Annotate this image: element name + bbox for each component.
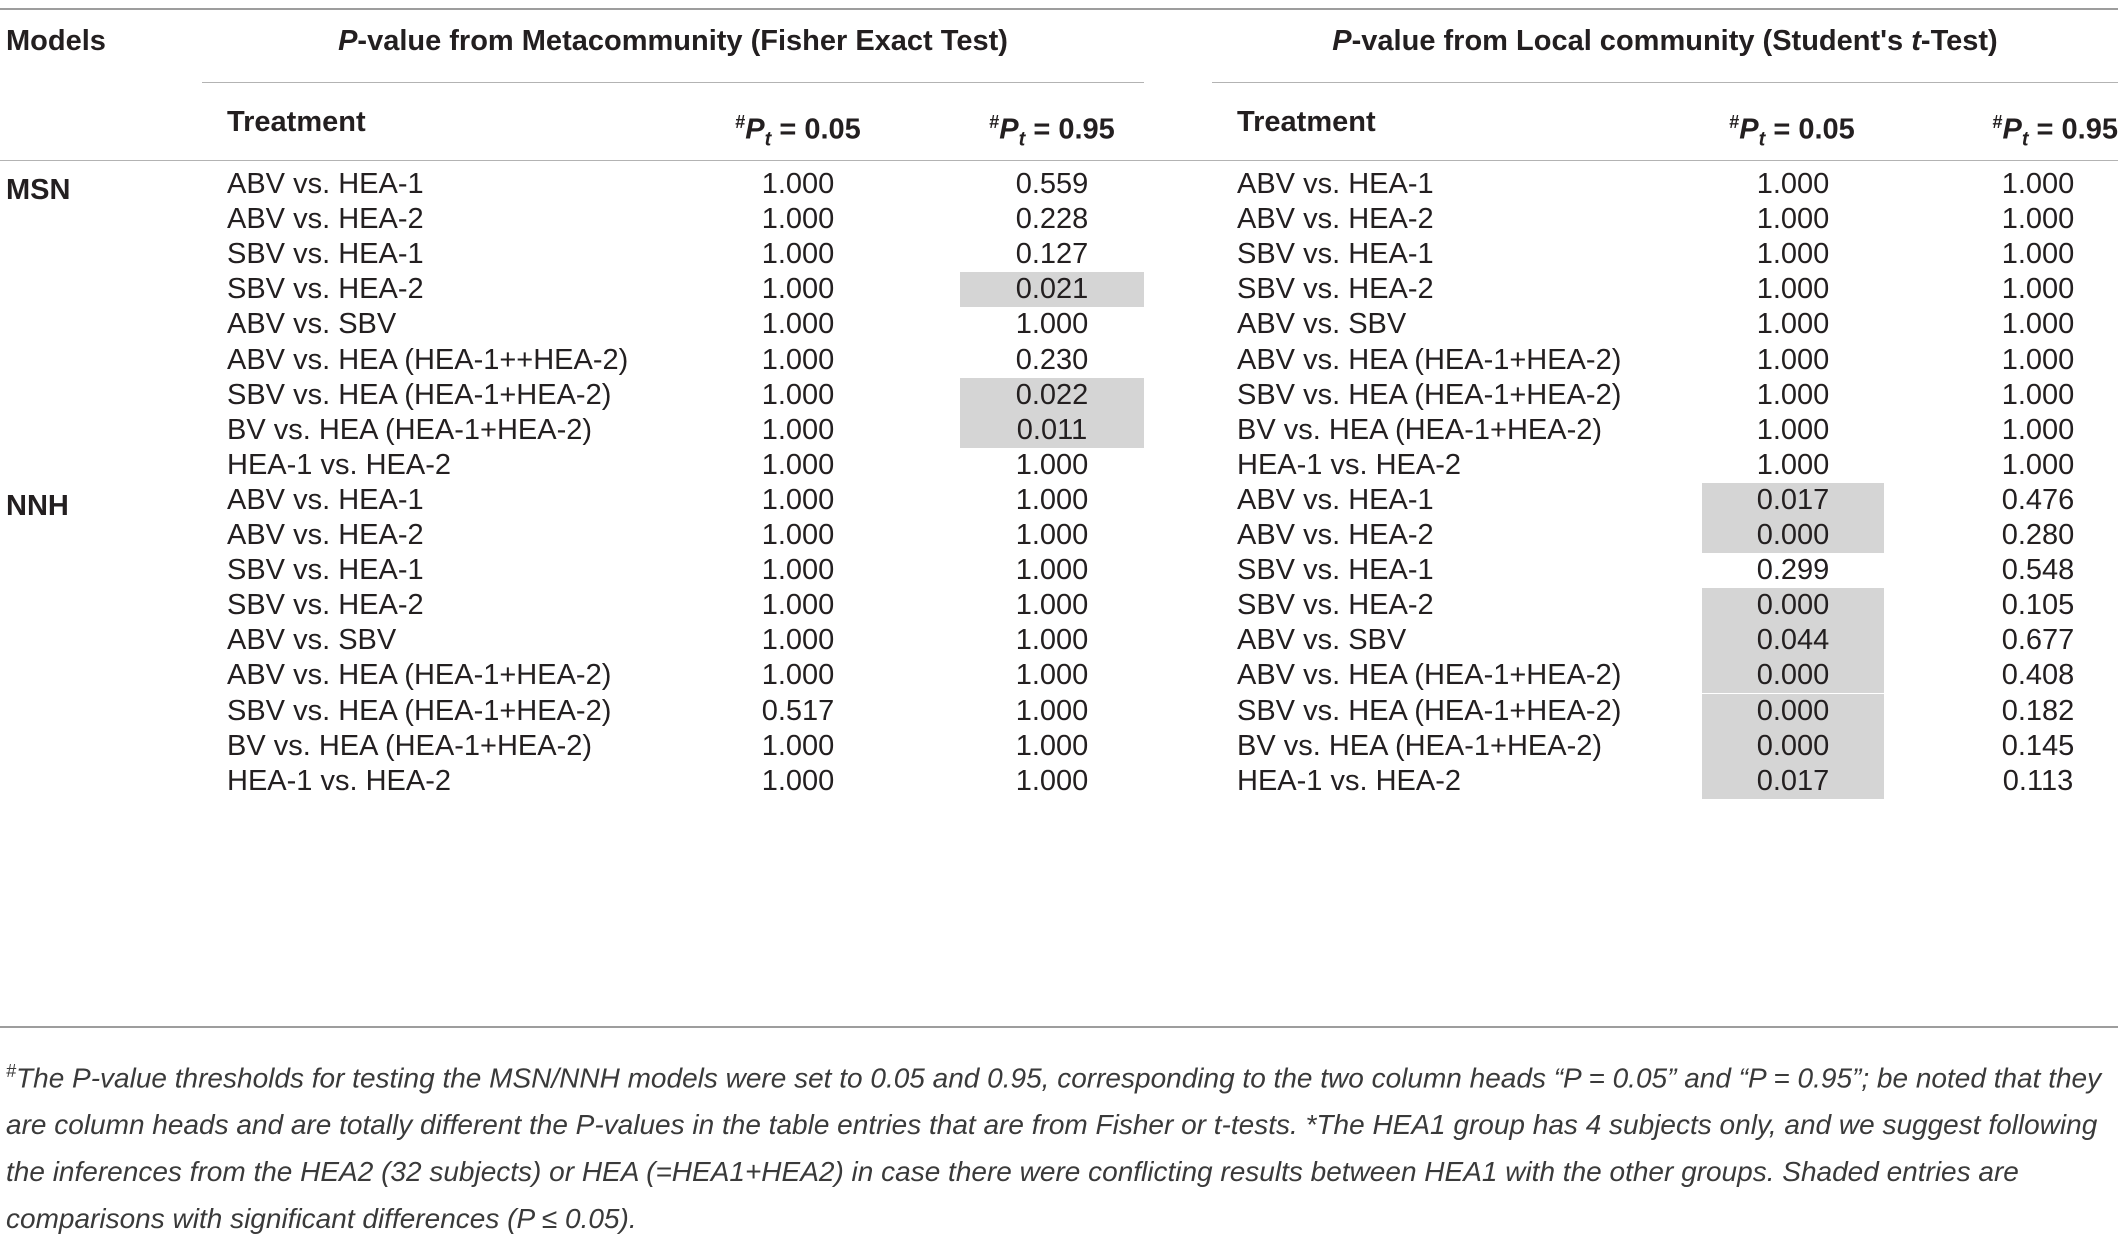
- models-header: Models: [6, 18, 106, 65]
- local-p095-cell: 1.000: [1958, 378, 2118, 413]
- meta-treatment-cell: SBV vs. HEA-1: [227, 237, 687, 272]
- pt-sub: t: [765, 128, 772, 150]
- meta-treatment-cell: HEA-1 vs. HEA-2: [227, 764, 687, 799]
- local-treatment-cell: ABV vs. HEA (HEA-1+HEA-2): [1237, 658, 1677, 693]
- local-p005-cell: 0.000: [1702, 694, 1884, 729]
- local-treatment-cell: SBV vs. HEA-1: [1237, 237, 1677, 272]
- pt-mark: #: [1729, 112, 1739, 132]
- meta-p005-cell: 1.000: [700, 202, 896, 237]
- local-treatment-cell: ABV vs. HEA-2: [1237, 518, 1677, 553]
- meta-treatment-cell: HEA-1 vs. HEA-2: [227, 448, 687, 483]
- local-p095-cell: 0.476: [1958, 483, 2118, 518]
- meta-p005-cell: 0.517: [700, 694, 896, 729]
- meta-p005-cell: 1.000: [700, 378, 896, 413]
- meta-p095-cell: 1.000: [960, 658, 1144, 693]
- local-treatment-cell: ABV vs. HEA (HEA-1+HEA-2): [1237, 343, 1677, 378]
- meta-p005-cell: 1.000: [700, 729, 896, 764]
- pt-mark: #: [735, 112, 745, 132]
- local-group-rule: [1212, 82, 2118, 83]
- pt-p: P: [999, 114, 1018, 146]
- meta-p005-cell: 1.000: [700, 343, 896, 378]
- local-treatment-cell: BV vs. HEA (HEA-1+HEA-2): [1237, 413, 1677, 448]
- meta-p005-cell: 1.000: [700, 272, 896, 307]
- local-p005-cell: 1.000: [1702, 237, 1884, 272]
- local-p005-cell: 0.000: [1702, 658, 1884, 693]
- meta-p095-cell: 0.228: [960, 202, 1144, 237]
- pt-value: = 0.05: [1765, 114, 1855, 146]
- local-p005-cell: 1.000: [1702, 413, 1884, 448]
- local-treatment-cell: SBV vs. HEA-2: [1237, 588, 1677, 623]
- local-p095-cell: 1.000: [1958, 167, 2118, 202]
- local-treatment-cell: ABV vs. HEA-1: [1237, 483, 1677, 518]
- local-p005-cell: 1.000: [1702, 378, 1884, 413]
- meta-treatment-cell: ABV vs. HEA-1: [227, 167, 687, 202]
- meta-p005-cell: 1.000: [700, 483, 896, 518]
- meta-p005-cell: 1.000: [700, 623, 896, 658]
- meta-treatment-cell: SBV vs. HEA (HEA-1+HEA-2): [227, 378, 687, 413]
- local-p095-cell: 1.000: [1958, 272, 2118, 307]
- local-pt-005-header: [1694, 99, 1890, 146]
- local-p005-cell: 0.017: [1702, 483, 1884, 518]
- local-treatment-cell: SBV vs. HEA (HEA-1+HEA-2): [1237, 378, 1677, 413]
- local-p095-cell: 0.280: [1958, 518, 2118, 553]
- meta-p005-cell: 1.000: [700, 307, 896, 342]
- meta-p095-cell: 0.127: [960, 237, 1144, 272]
- local-treatment-cell: ABV vs. SBV: [1237, 307, 1677, 342]
- meta-pt-095-header: [960, 99, 1144, 146]
- local-p095-cell: 0.105: [1958, 588, 2118, 623]
- footnote-mark: #: [6, 1061, 16, 1081]
- meta-p095-cell: 1.000: [960, 483, 1144, 518]
- pt-value: = 0.05: [771, 114, 861, 146]
- local-p005-cell: 0.044: [1702, 623, 1884, 658]
- meta-treatment-cell: ABV vs. HEA-1: [227, 483, 687, 518]
- meta-group-p: P: [338, 25, 357, 57]
- local-p005-cell: 1.000: [1702, 448, 1884, 483]
- pt-sub: t: [1759, 128, 1766, 150]
- meta-treatment-cell: ABV vs. SBV: [227, 307, 687, 342]
- pt-mark: #: [1992, 112, 2002, 132]
- meta-treatment-cell: ABV vs. HEA (HEA-1++HEA-2): [227, 343, 687, 378]
- local-p005-cell: 1.000: [1702, 272, 1884, 307]
- meta-p095-cell: 0.230: [960, 343, 1144, 378]
- local-treatment-cell: ABV vs. HEA-2: [1237, 202, 1677, 237]
- meta-p095-cell: 0.559: [960, 167, 1144, 202]
- local-p005-cell: 1.000: [1702, 202, 1884, 237]
- meta-treatment-cell: BV vs. HEA (HEA-1+HEA-2): [227, 729, 687, 764]
- meta-treatment-cell: ABV vs. SBV: [227, 623, 687, 658]
- meta-treatment-cell: SBV vs. HEA-2: [227, 272, 687, 307]
- local-p095-cell: 0.548: [1958, 553, 2118, 588]
- meta-p005-cell: 1.000: [700, 237, 896, 272]
- header-bottom-rule: [0, 160, 2118, 161]
- meta-p095-cell: 1.000: [960, 553, 1144, 588]
- local-treatment-cell: HEA-1 vs. HEA-2: [1237, 764, 1677, 799]
- meta-p005-cell: 1.000: [700, 658, 896, 693]
- local-p005-cell: 0.000: [1702, 729, 1884, 764]
- meta-p095-cell: 1.000: [960, 694, 1144, 729]
- local-treatment-header: Treatment: [1237, 99, 1376, 146]
- local-treatment-cell: ABV vs. SBV: [1237, 623, 1677, 658]
- meta-p095-cell: 0.021: [960, 272, 1144, 307]
- local-p095-cell: 0.145: [1958, 729, 2118, 764]
- meta-p005-cell: 1.000: [700, 448, 896, 483]
- local-group-t: t: [1911, 25, 1921, 57]
- meta-p095-cell: 1.000: [960, 518, 1144, 553]
- pt-p: P: [2002, 114, 2021, 146]
- local-treatment-cell: SBV vs. HEA-2: [1237, 272, 1677, 307]
- local-p095-cell: 1.000: [1958, 413, 2118, 448]
- local-treatment-cell: HEA-1 vs. HEA-2: [1237, 448, 1677, 483]
- meta-treatment-cell: ABV vs. HEA (HEA-1+HEA-2): [227, 658, 687, 693]
- meta-group-rest: -value from Metacommunity (Fisher Exact Test): [357, 25, 1008, 57]
- local-pt-095-header: [1958, 99, 2118, 146]
- meta-p005-cell: 1.000: [700, 413, 896, 448]
- local-p095-cell: 0.113: [1958, 764, 2118, 799]
- meta-treatment-header: Treatment: [227, 99, 366, 146]
- meta-p095-cell: 0.011: [960, 413, 1144, 448]
- meta-p095-cell: 0.022: [960, 378, 1144, 413]
- meta-p005-cell: 1.000: [700, 553, 896, 588]
- local-p095-cell: 1.000: [1958, 448, 2118, 483]
- local-treatment-cell: ABV vs. HEA-1: [1237, 167, 1677, 202]
- local-p005-cell: 0.000: [1702, 588, 1884, 623]
- model-label: MSN: [6, 167, 70, 214]
- local-p095-cell: 0.408: [1958, 658, 2118, 693]
- meta-p095-cell: 1.000: [960, 623, 1144, 658]
- local-p005-cell: 1.000: [1702, 307, 1884, 342]
- local-p095-cell: 1.000: [1958, 202, 2118, 237]
- meta-p005-cell: 1.000: [700, 588, 896, 623]
- pt-p: P: [1739, 114, 1758, 146]
- local-group-rest2: -Test): [1921, 25, 1998, 57]
- pt-value: = 0.95: [2029, 114, 2118, 146]
- pt-sub: t: [2022, 128, 2029, 150]
- meta-p005-cell: 1.000: [700, 764, 896, 799]
- meta-p095-cell: 1.000: [960, 448, 1144, 483]
- local-group-p: P: [1332, 25, 1351, 57]
- meta-p095-cell: 1.000: [960, 764, 1144, 799]
- local-group-header: [1212, 18, 2118, 65]
- model-label: NNH: [6, 483, 69, 530]
- meta-treatment-cell: ABV vs. HEA-2: [227, 202, 687, 237]
- local-p005-cell: 0.017: [1702, 764, 1884, 799]
- pt-p: P: [745, 114, 764, 146]
- local-p095-cell: 1.000: [1958, 343, 2118, 378]
- pt-value: = 0.95: [1025, 114, 1115, 146]
- local-p005-cell: 1.000: [1702, 167, 1884, 202]
- local-p005-cell: 1.000: [1702, 343, 1884, 378]
- meta-p095-cell: 1.000: [960, 588, 1144, 623]
- local-treatment-cell: SBV vs. HEA-1: [1237, 553, 1677, 588]
- meta-p095-cell: 1.000: [960, 307, 1144, 342]
- meta-pt-005-header: [700, 99, 896, 146]
- meta-p005-cell: 1.000: [700, 167, 896, 202]
- meta-group-rule: [202, 82, 1144, 83]
- meta-treatment-cell: SBV vs. HEA-1: [227, 553, 687, 588]
- local-treatment-cell: SBV vs. HEA (HEA-1+HEA-2): [1237, 694, 1677, 729]
- meta-p095-cell: 1.000: [960, 729, 1144, 764]
- local-p095-cell: 1.000: [1958, 307, 2118, 342]
- pt-sub: t: [1019, 128, 1026, 150]
- meta-treatment-cell: SBV vs. HEA (HEA-1+HEA-2): [227, 694, 687, 729]
- footnote-text: The P-value thresholds for testing the MSN/NNH models were set to 0.05 and 0.95, corresponding to the two column heads “P = 0.05” and “P = 0.95”; be noted that they are column heads and are totally different the P-values in the table entries that are from Fisher or t-tests. *The HEA1 group has 4 subjects only, and we suggest following the inferences from the HEA2 (32 subjects) or HEA (=HEA1+HEA2) in case there were conflicting results between HEA1 with the other groups. Shaded entries are comparisons with significant differences (P ≤ 0.05).: [6, 1062, 2101, 1234]
- local-p095-cell: 0.677: [1958, 623, 2118, 658]
- pt-mark: #: [989, 112, 999, 132]
- meta-treatment-cell: SBV vs. HEA-2: [227, 588, 687, 623]
- local-p005-cell: 0.000: [1702, 518, 1884, 553]
- local-treatment-cell: BV vs. HEA (HEA-1+HEA-2): [1237, 729, 1677, 764]
- meta-group-header: [202, 18, 1144, 65]
- bottom-rule: [0, 1026, 2118, 1028]
- local-group-rest1: -value from Local community (Student's: [1352, 25, 1912, 57]
- local-p005-cell: 0.299: [1702, 553, 1884, 588]
- meta-treatment-cell: ABV vs. HEA-2: [227, 518, 687, 553]
- top-rule: [0, 8, 2118, 10]
- local-p095-cell: 1.000: [1958, 237, 2118, 272]
- meta-treatment-cell: BV vs. HEA (HEA-1+HEA-2): [227, 413, 687, 448]
- local-p095-cell: 0.182: [1958, 694, 2118, 729]
- table-footnote: [6, 1048, 2106, 1242]
- meta-p005-cell: 1.000: [700, 518, 896, 553]
